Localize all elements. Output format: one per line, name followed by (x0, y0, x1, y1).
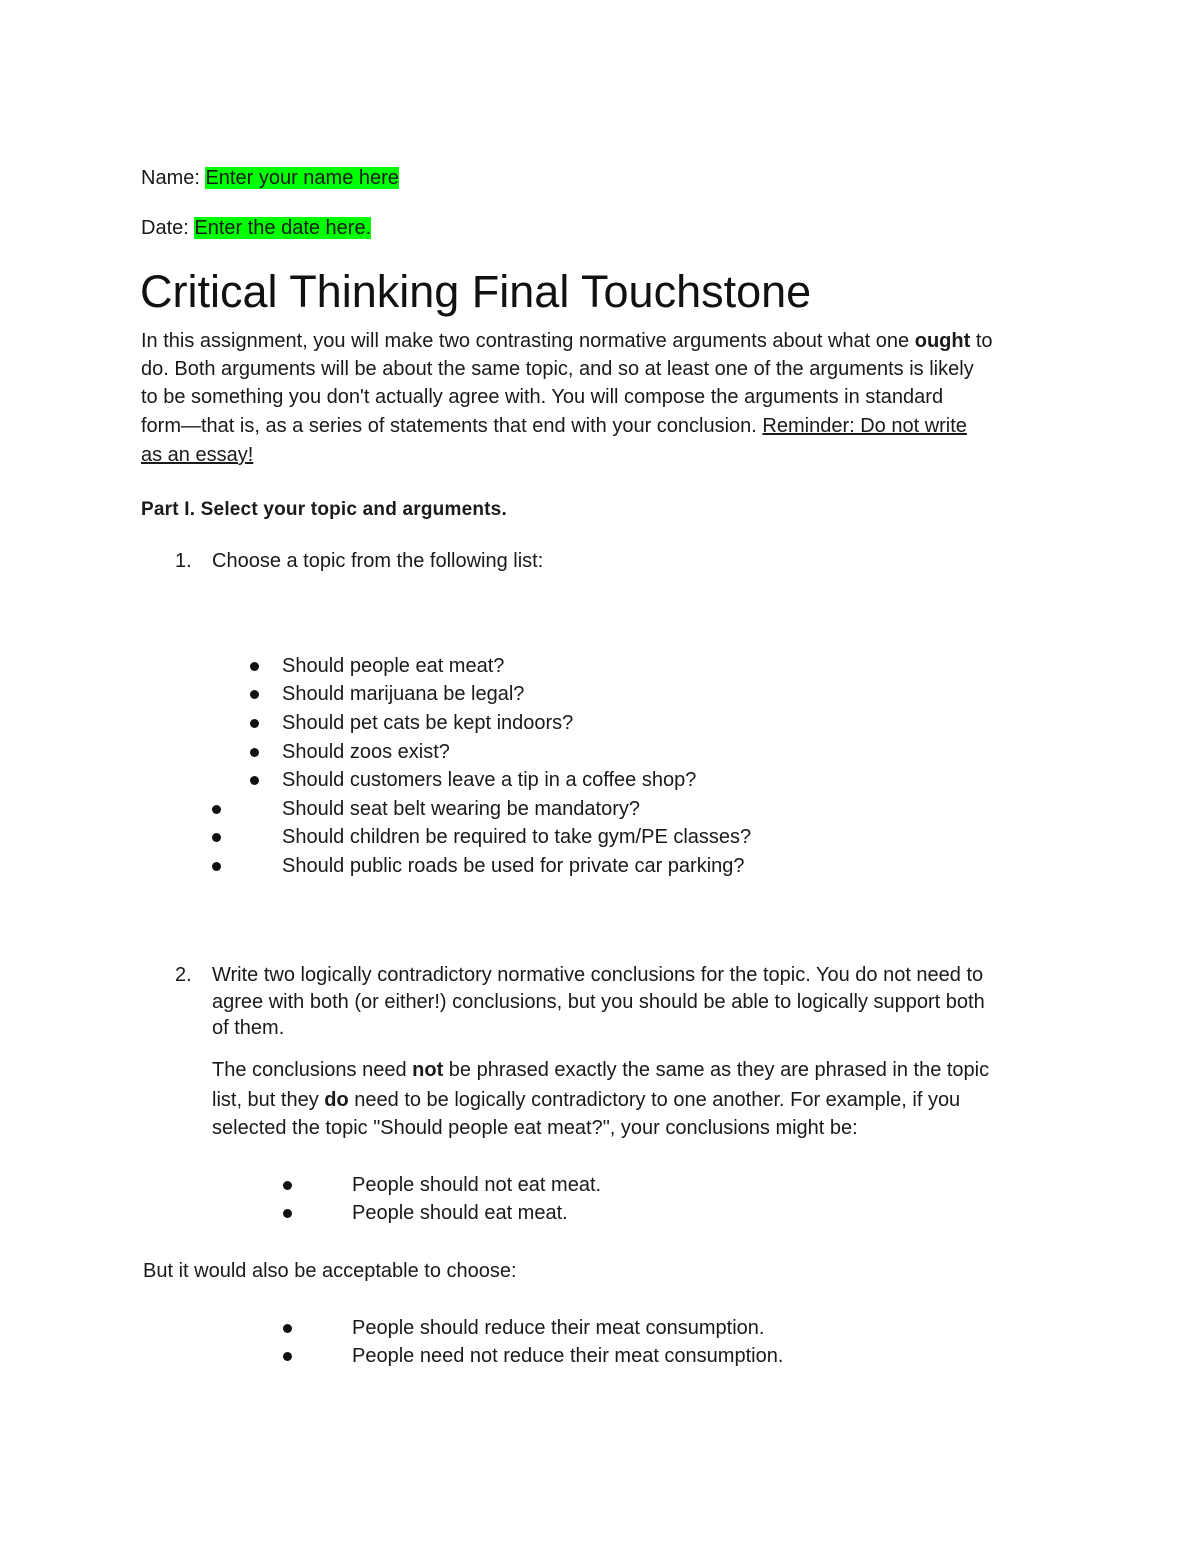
reminder-text: Reminder: Do not write (762, 415, 967, 437)
step1-number: 1. (175, 550, 192, 572)
step1-text: Choose a topic from the following list: (212, 550, 544, 572)
bullet-icon (250, 662, 259, 671)
intro-bold-ought: ought (914, 330, 971, 352)
bullet-icon (212, 862, 221, 871)
list-item: Should pet cats be kept indoors? (282, 712, 574, 734)
bullet-icon (283, 1181, 292, 1190)
intro-text: form—that is, as a series of statements that end with your conclusion. (141, 415, 763, 437)
conclusion-line-3: selected the topic "Should people eat meat?", your conclusions might be: (212, 1117, 858, 1139)
name-field[interactable]: Enter your name here (205, 167, 399, 189)
reminder-text-cont: as an essay! (141, 444, 254, 466)
part1-heading: Part I. Select your topic and arguments. (141, 499, 507, 520)
name-line (141, 164, 399, 192)
conclusion-text: list, but they (212, 1089, 325, 1111)
also-acceptable-text: But it would also be acceptable to choose: (143, 1260, 517, 1282)
document-title: Critical Thinking Final Touchstone (140, 266, 812, 317)
bullet-icon (250, 719, 259, 728)
list-item: People should not eat meat. (352, 1174, 602, 1196)
conclusion-text: The conclusions need (212, 1059, 413, 1081)
intro-text: to (970, 330, 993, 352)
list-item: Should public roads be used for private car parking? (282, 855, 745, 877)
bullet-icon (212, 805, 221, 814)
list-item: Should seat belt wearing be mandatory? (282, 798, 641, 820)
list-item: People should reduce their meat consumption. (352, 1317, 765, 1339)
bullet-icon (250, 748, 259, 757)
bullet-icon (250, 776, 259, 785)
list-item: People should eat meat. (352, 1202, 568, 1224)
conclusion-text: need to be logically contradictory to one another. For example, if you (348, 1089, 961, 1111)
conclusion-line-2 (212, 1086, 960, 1114)
list-item: Should marijuana be legal? (282, 683, 525, 705)
step2-number: 2. (175, 964, 192, 986)
list-item: Should customers leave a tip in a coffee shop? (282, 769, 697, 791)
intro-line-1 (141, 327, 993, 355)
conclusion-bold-do: do (324, 1089, 349, 1111)
date-field[interactable]: Enter the date here. (194, 217, 372, 239)
conclusion-text: be phrased exactly the same as they are phrased in the topic (443, 1059, 990, 1081)
list-item: Should zoos exist? (282, 741, 450, 763)
intro-line-3: to be something you don't actually agree with. You will compose the arguments in standard (141, 386, 944, 408)
intro-text: In this assignment, you will make two contrasting normative arguments about what one (141, 330, 915, 352)
bullet-icon (283, 1352, 292, 1361)
date-line (141, 214, 371, 242)
bullet-icon (212, 833, 221, 842)
list-item: Should people eat meat? (282, 655, 505, 677)
bullet-icon (283, 1324, 292, 1333)
bullet-icon (250, 690, 259, 699)
step2-line-3: of them. (212, 1017, 285, 1039)
conclusion-line-1 (212, 1056, 989, 1084)
date-label: Date: (141, 217, 195, 239)
name-label: Name: (141, 167, 206, 189)
list-item: Should children be required to take gym/PE classes? (282, 826, 752, 848)
bullet-icon (283, 1209, 292, 1218)
step2-line-1: Write two logically contradictory normative conclusions for the topic. You do not need to (212, 964, 984, 986)
list-item: People need not reduce their meat consumption. (352, 1345, 784, 1367)
conclusion-bold-not: not (412, 1059, 444, 1081)
intro-line-2: do. Both arguments will be about the same topic, and so at least one of the arguments is likely (141, 358, 974, 380)
intro-line-4 (141, 412, 967, 440)
step2-line-2: agree with both (or either!) conclusions, but you should be able to logically support both (212, 991, 985, 1013)
